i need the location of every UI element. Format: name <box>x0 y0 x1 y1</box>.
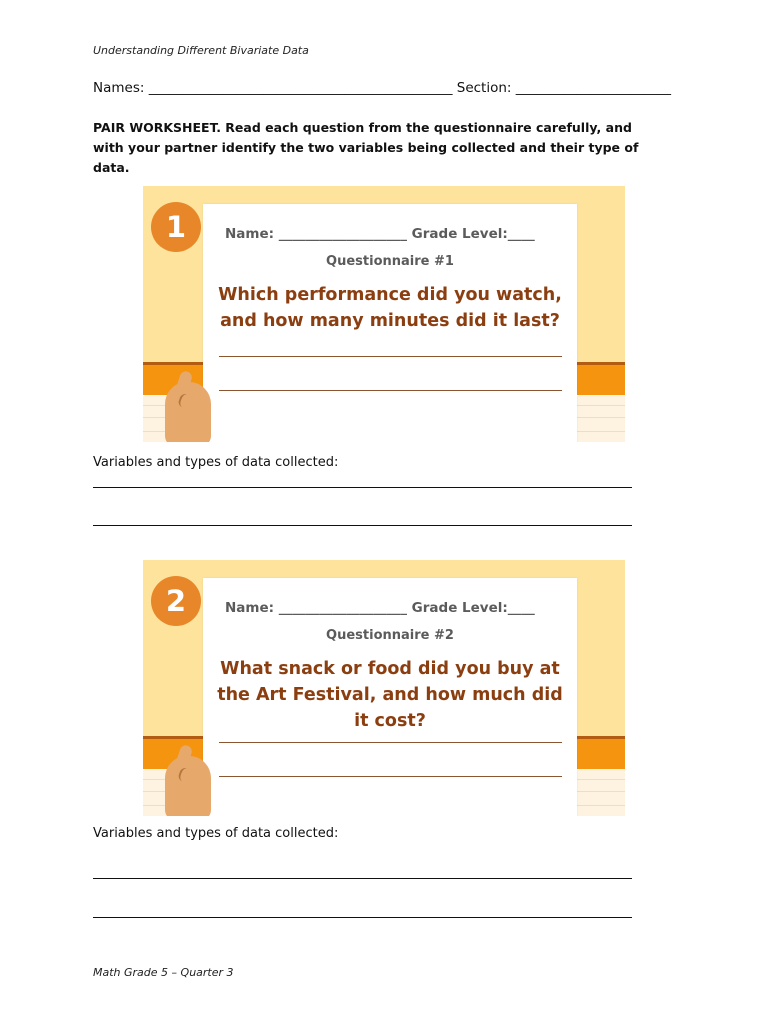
hand-icon <box>165 756 211 816</box>
variables-label-2: Variables and types of data collected: <box>93 826 339 841</box>
answer-write-line <box>93 487 632 488</box>
questionnaire-title: Questionnaire #1 <box>326 254 454 269</box>
answer-write-line <box>93 878 632 879</box>
answer-line <box>219 742 562 743</box>
variables-label-1: Variables and types of data collected: <box>93 455 339 470</box>
hand-icon <box>165 382 211 442</box>
section-label: Section: <box>452 80 516 96</box>
names-section-row <box>93 80 671 96</box>
answer-write-line <box>93 525 632 526</box>
section-blank: _______________________ <box>515 80 671 96</box>
questionnaire-card-1 <box>143 186 625 442</box>
instructions: PAIR WORKSHEET. Read each question from the questionnaire carefully, and with your partner identify the two variables being collected and their type of data. <box>93 120 639 175</box>
paper-name-line: Name: ___________________ Grade Level:____ <box>225 226 535 242</box>
questionnaire-question: Which performance did you watch, and how many minutes did it last? <box>218 285 562 331</box>
answer-write-line <box>93 917 632 918</box>
number-badge: 1 <box>151 202 201 252</box>
questionnaire-card-2 <box>143 560 625 816</box>
paper-name-line: Name: ___________________ Grade Level:____ <box>225 600 535 616</box>
questionnaire-title: Questionnaire #2 <box>326 628 454 643</box>
answer-line <box>219 356 562 357</box>
questionnaire-question: What snack or food did you buy at the Art Festival, and how much did it cost? <box>217 659 563 731</box>
document-footer: Math Grade 5 – Quarter 3 <box>93 966 234 979</box>
names-blank: _____________________________________________ <box>148 80 453 96</box>
document-header: Understanding Different Bivariate Data <box>93 44 309 57</box>
names-label: Names: <box>93 80 149 96</box>
answer-line <box>219 390 562 391</box>
questionnaire-paper <box>203 578 577 816</box>
answer-line <box>219 776 562 777</box>
questionnaire-paper <box>203 204 577 442</box>
number-badge: 2 <box>151 576 201 626</box>
